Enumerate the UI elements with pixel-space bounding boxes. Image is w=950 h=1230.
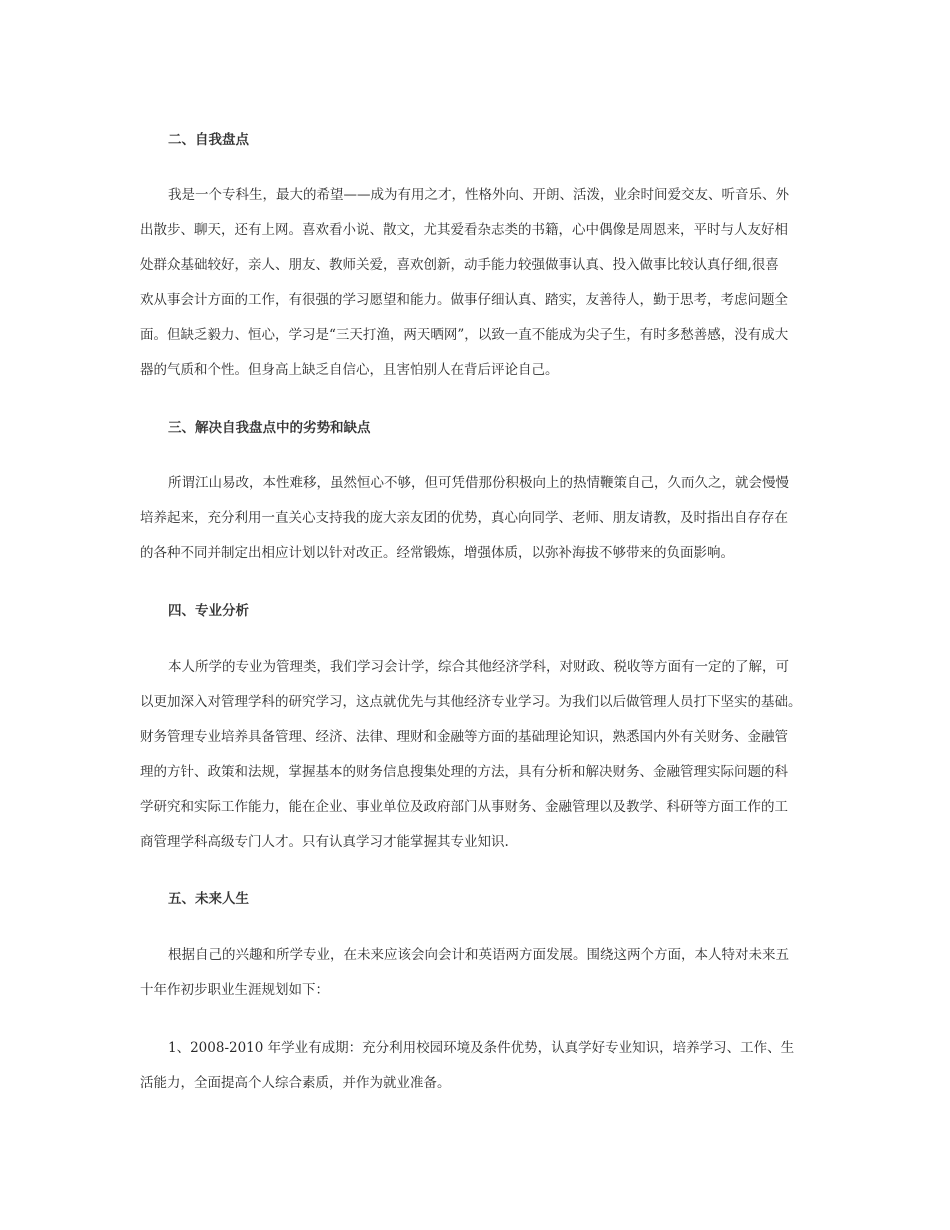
paragraph-line: 学研究和实际工作能力，能在企业、事业单位及政府部门从事财务、金融管理以及教学、科研等方面工作的工 [140,799,788,815]
paragraph-line: 面。但缺乏毅力、恒心，学习是“三天打渔，两天晒网”，以致一直不能成为尖子生，有时多愁善感，没有成大 [140,327,789,343]
paragraph-line: 处群众基础较好，亲人、朋友、教师关爱，喜欢创新，动手能力较强做事认真、投入做事比较认真仔细,很喜 [140,257,779,273]
plan-item-line: 1、2008-2010 年学业有成期：充分利用校园环境及条件优势，认真学好专业知识，培养学习、工作、生 [168,1040,795,1056]
paragraph-line: 根据自己的兴趣和所学专业，在未来应该会向会计和英语两方面发展。围绕这两个方面，本人特对未来五 [168,947,789,963]
paragraph-line: 以更加深入对管理学科的研究学习，这点就优先与其他经济专业学习。为我们以后做管理人员打下坚实的基础。 [140,694,802,710]
paragraph-line: 本人所学的专业为管理类，我们学习会计学，综合其他经济学科，对财政、税收等方面有一定的了解，可 [168,659,789,675]
paragraph-line: 理的方针、政策和法规，掌握基本的财务信息搜集处理的方法，具有分析和解决财务、金融管理实际问题的科 [140,764,788,780]
paragraph-line: 所谓江山易改，本性难移，虽然恒心不够，但可凭借那份积极向上的热情鞭策自己，久而久之，就会慢慢 [168,475,789,491]
paragraph-line: 欢从事会计方面的工作，有很强的学习愿望和能力。做事仔细认真、踏实，友善待人，勤于思考，考虑问题全 [140,292,788,308]
paragraph-line: 的各种不同并制定出相应计划以针对改正。经常锻炼，增强体质，以弥补海拔不够带来的负面影响。 [140,545,734,561]
paragraph-line: 我是一个专科生，最大的希望——成为有用之才，性格外向、开朗、活泼，业余时间爱交友、听音乐、外 [168,187,789,203]
section-heading-weaknesses: 三、解决自我盘点中的劣势和缺点 [168,420,371,436]
section-heading-self-assessment: 二、自我盘点 [168,132,249,148]
paragraph-line: 商管理学科高级专门人才。只有认真学习才能掌握其专业知识. [140,834,509,850]
paragraph-line: 出散步、聊天，还有上网。喜欢看小说、散文，尤其爱看杂志类的书籍，心中偶像是周恩来，平时与人友好相 [140,222,788,238]
paragraph-line: 培养起来，充分利用一直关心支持我的庞大亲友团的优势，真心向同学、老师、朋友请教，及时指出自存存在 [140,510,788,526]
section-heading-major-analysis: 四、专业分析 [168,603,249,619]
paragraph-line: 财务管理专业培养具备管理、经济、法律、理财和金融等方面的基础理论知识，熟悉国内外有关财务、金融管 [140,729,788,745]
paragraph-line: 器的气质和个性。但身高上缺乏自信心，且害怕别人在背后评论自己。 [140,362,559,378]
paragraph-line: 十年作初步职业生涯规划如下： [140,982,329,998]
plan-item-line: 活能力，全面提高个人综合素质，并作为就业准备。 [140,1075,451,1091]
section-heading-future-life: 五、未来人生 [168,891,249,907]
